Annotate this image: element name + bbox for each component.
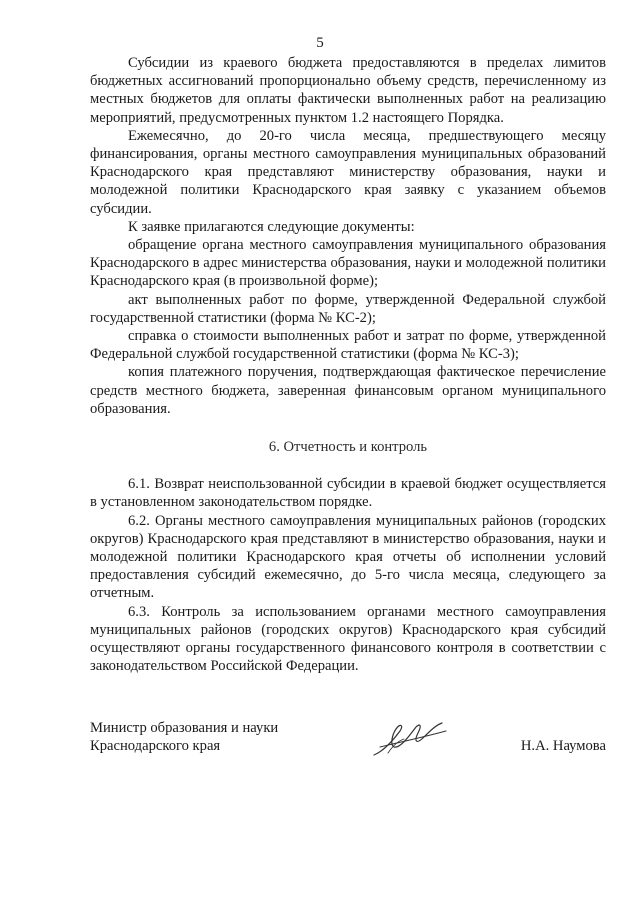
section-heading: 6. Отчетность и контроль (268, 439, 428, 456)
paragraph-subsidy-limits: Субсидии из краевого бюджета предоставляются в пределах лимитов бюджетных ассигнований пропорционально объему средств, перечисленному из местных бюджетов для оплаты фактически выполненных работ на реализацию мероприятий, предусмотренных пунктом 1.2 настоящего Порядка. (90, 55, 606, 126)
paragraph-attachment-appeal: обращение органа местного самоуправления муниципального образования Краснодарского в адрес министерства образования, науки и молодежной политики Краснодарского края (в произвольной форме); (90, 237, 606, 290)
paragraph-attachment-ks3: справка о стоимости выполненных работ и затрат по форме, утвержденной Федеральной службой государственной статистики (форма № КС-3); (90, 328, 606, 363)
paragraph-monthly-request: Ежемесячно, до 20-го числа месяца, предшествующего месяцу финансирования, органы местного самоуправления муниципальных образований Краснодарского края представляют министерству образования, науки и молодежной политики Краснодарского края заявку с указанием объемов субсидии. (90, 127, 606, 217)
signatory-title-line-1: Министр образования и науки (90, 720, 279, 736)
signatory-title (90, 719, 278, 755)
paragraph-attachments-intro: К заявке прилагаются следующие документы: (128, 218, 415, 235)
paragraph-6-2: 6.2. Органы местного самоуправления муниципальных районов (городских округов) Краснодарского края представляют в министерство образования, науки и молодежной политики Краснодарского края отчеты об исполнении условий предоставления субсидий ежемесячно, до 5-го числа месяца, следующего за отчетным. (90, 512, 606, 602)
paragraph-attachment-ks2: акт выполненных работ по форме, утвержденной Федеральной службой государственной статистики (форма № КС-2); (90, 291, 606, 326)
paragraph-attachment-payment: копия платежного поручения, подтверждающая фактическое перечисление средств местного бюджета, заверенная финансовым органом муниципального образования. (90, 364, 606, 417)
signatory-name: Н.А. Наумова (520, 738, 606, 754)
signature-block (90, 719, 606, 779)
document-body (90, 54, 606, 676)
signatory-title-line-2: Краснодарского края (90, 738, 221, 755)
handwritten-signature-icon (370, 717, 450, 761)
paragraph-6-1: 6.1. Возврат неиспользованной субсидии в краевой бюджет осуществляется в установленном законодательством порядке. (90, 476, 606, 511)
page-number: 5 (316, 35, 324, 51)
paragraph-6-3: 6.3. Контроль за использованием органами местного самоуправления муниципальных районов (городских округов) Краснодарского края субсидий осуществляют органы государственного финансового контроля в соответствии с законодательством Российской Федерации. (90, 603, 606, 675)
